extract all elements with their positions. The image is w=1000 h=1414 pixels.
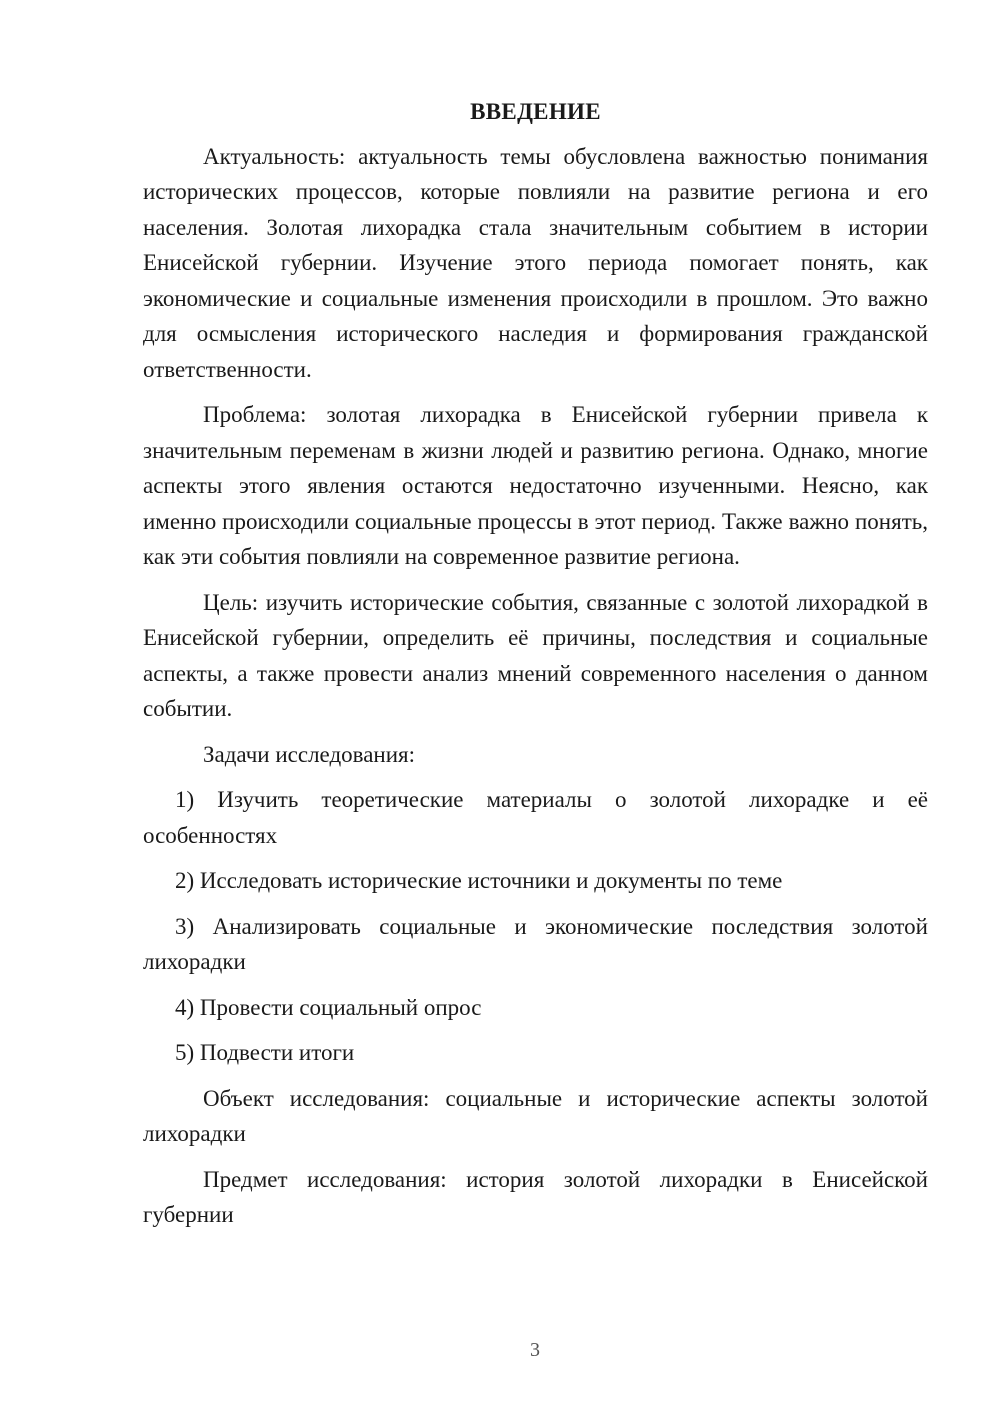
- task-item: 2) Исследовать исторические источники и документы по теме: [175, 868, 783, 893]
- task-item: 4) Провести социальный опрос: [175, 994, 482, 1020]
- page-content: [143, 94, 928, 1243]
- relevance-paragraph: Актуальность: актуальность темы обусловлена важностью понимания исторических процессов, которые повлияли на развитие региона и его населения. Золотая лихорадка стала значительным событием в истории Енисейской губернии. Изучение этого периода помогает понять, как экономические и социальные изменения происходили в прошлом. Это важно для осмысления исторического наследия и формирования гражданской ответственности.: [143, 143, 928, 382]
- tasks-title: Задачи исследования:: [203, 741, 416, 767]
- page-number: 3: [530, 1339, 540, 1361]
- subject-paragraph: Предмет исследования: история золотой лихорадки в Енисейской губернии: [143, 1166, 928, 1227]
- goal-paragraph: Цель: изучить исторические события, связанные с золотой лихорадкой в Енисейской губернии, определить её причины, последствия и социальные аспекты, а также провести анализ мнений современного населения о данном событии.: [143, 589, 928, 721]
- task-item: 1) Изучить теоретические материалы о золотой лихорадке и её особенностях: [143, 787, 928, 848]
- task-item: 3) Анализировать социальные и экономические последствия золотой лихорадки: [143, 913, 928, 974]
- section-heading: ВВЕДЕНИЕ: [470, 99, 601, 124]
- problem-paragraph: Проблема: золотая лихорадка в Енисейской губернии привела к значительным переменам в жизни людей и развитию региона. Однако, многие аспекты этого явления остаются недостаточно изученными. Неясно, как именно происходили социальные процессы в этот период. Также важно понять, как эти события повлияли на современное развитие региона.: [143, 402, 928, 569]
- object-paragraph: Объект исследования: социальные и исторические аспекты золотой лихорадки: [143, 1085, 928, 1146]
- task-item: 5) Подвести итоги: [175, 1040, 355, 1065]
